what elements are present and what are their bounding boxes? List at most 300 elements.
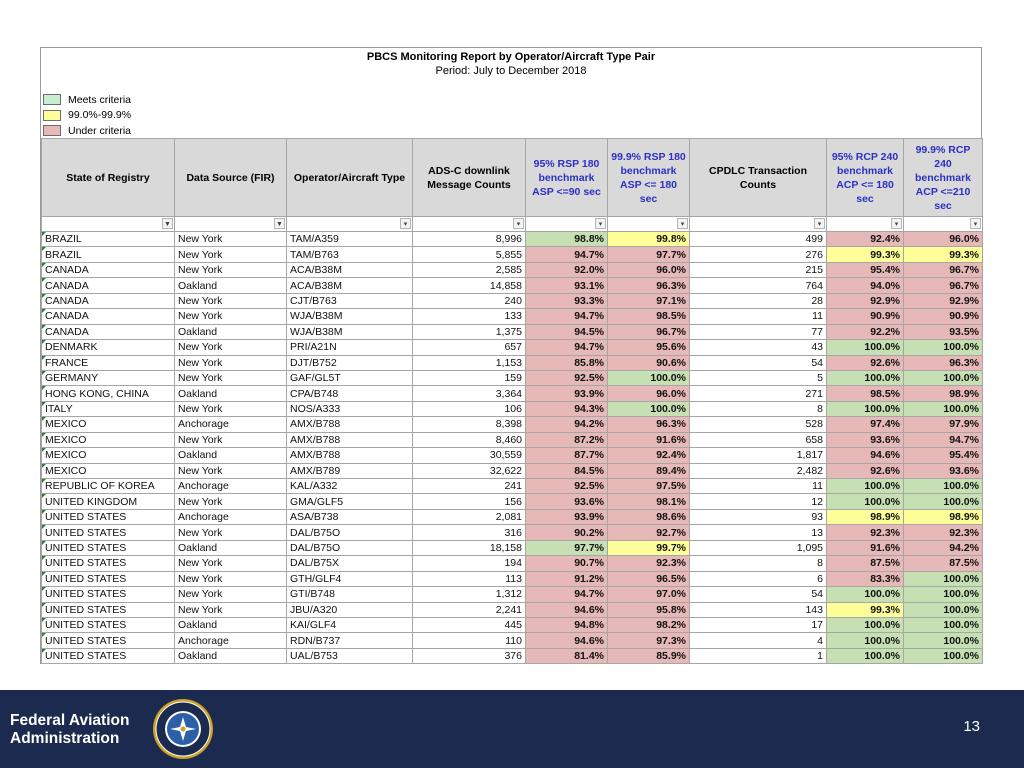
cell-cpdlc-count: 93 — [690, 509, 827, 524]
filter-active-icon[interactable]: ▼ — [162, 218, 173, 229]
cell-pct: 92.3% — [827, 525, 904, 540]
cell-pct: 100.0% — [827, 340, 904, 355]
cell-adsc-count: 8,398 — [413, 417, 526, 432]
cell-fir: New York — [175, 494, 287, 509]
filter-cell — [904, 217, 983, 232]
cell-rsp999: 98.1% — [608, 494, 690, 509]
cell-rsp999: 98.6% — [608, 509, 690, 524]
cell-operator: AMX/B788 — [287, 417, 413, 432]
cell-fir: Anchorage — [175, 479, 287, 494]
cell-adsc-count: 241 — [413, 479, 526, 494]
cell-rcp95: 100.0% — [904, 648, 983, 663]
cell-cpdlc-count: 17 — [690, 617, 827, 632]
cell-state: REPUBLIC OF KOREA — [42, 479, 175, 494]
cell-rsp999: 95.6% — [608, 340, 690, 355]
filter-dropdown-icon[interactable]: ▾ — [400, 218, 411, 229]
table-row — [42, 494, 983, 509]
cell-rsp999: 90.6% — [608, 355, 690, 370]
table-row — [42, 617, 983, 632]
cell-fir: New York — [175, 556, 287, 571]
cell-pct: 99.3% — [827, 602, 904, 617]
cell-rsp999: 97.1% — [608, 293, 690, 308]
cell-cpdlc-count: 215 — [690, 262, 827, 277]
cell-rsp999: 97.5% — [608, 479, 690, 494]
col-header-rcp95[interactable]: 95% RCP 240 benchmark ACP <= 180 sec — [827, 139, 904, 217]
cell-state: UNITED STATES — [42, 648, 175, 663]
report-sheet — [40, 47, 982, 664]
cell-pct: 100.0% — [827, 494, 904, 509]
filter-cell — [608, 217, 690, 232]
cell-fir: Anchorage — [175, 633, 287, 648]
cell-rsp999: 89.4% — [608, 463, 690, 478]
cell-cpdlc-count: 5 — [690, 370, 827, 385]
cell-pct: 93.6% — [827, 432, 904, 447]
cell-state: BRAZIL — [42, 232, 175, 247]
cell-fir: New York — [175, 587, 287, 602]
cell-fir: Oakland — [175, 617, 287, 632]
cell-rsp95: 93.1% — [526, 278, 608, 293]
cell-state: UNITED STATES — [42, 633, 175, 648]
org-name-line1: Federal Aviation — [10, 712, 130, 729]
cell-state: MEXICO — [42, 417, 175, 432]
page-number: 13 — [963, 718, 980, 735]
cell-operator: TAM/A359 — [287, 232, 413, 247]
cell-operator: DAL/B75O — [287, 525, 413, 540]
cell-state: CANADA — [42, 324, 175, 339]
filter-active-icon[interactable]: ▼ — [274, 218, 285, 229]
cell-rcp95: 96.7% — [904, 262, 983, 277]
cell-fir: New York — [175, 602, 287, 617]
cell-adsc-count: 106 — [413, 401, 526, 416]
table-row — [42, 401, 983, 416]
cell-rsp95: 94.3% — [526, 401, 608, 416]
filter-cell — [827, 217, 904, 232]
cell-pct: 97.4% — [827, 417, 904, 432]
cell-adsc-count: 30,559 — [413, 448, 526, 463]
cell-adsc-count: 2,585 — [413, 262, 526, 277]
filter-dropdown-icon[interactable]: ▾ — [677, 218, 688, 229]
filter-dropdown-icon[interactable]: ▾ — [814, 218, 825, 229]
cell-rsp95: 91.2% — [526, 571, 608, 586]
cell-operator: AMX/B788 — [287, 432, 413, 447]
table-row — [42, 417, 983, 432]
cell-state: UNITED STATES — [42, 540, 175, 555]
legend-label: 99.0%-99.9% — [68, 109, 132, 122]
cell-state: HONG KONG, CHINA — [42, 386, 175, 401]
table-row — [42, 633, 983, 648]
cell-rsp95: 93.9% — [526, 386, 608, 401]
cell-rcp95: 100.0% — [904, 633, 983, 648]
cell-cpdlc-count: 499 — [690, 232, 827, 247]
cell-pct: 100.0% — [827, 648, 904, 663]
table-row — [42, 278, 983, 293]
cell-rcp95: 98.9% — [904, 509, 983, 524]
cell-rsp95: 87.2% — [526, 432, 608, 447]
cell-rsp999: 92.4% — [608, 448, 690, 463]
table-row — [42, 324, 983, 339]
cell-operator: WJA/B38M — [287, 324, 413, 339]
cell-operator: WJA/B38M — [287, 309, 413, 324]
cell-rsp95: 87.7% — [526, 448, 608, 463]
cell-rcp95: 92.3% — [904, 525, 983, 540]
table-row — [42, 509, 983, 524]
cell-operator: AMX/B788 — [287, 448, 413, 463]
cell-rsp999: 98.5% — [608, 309, 690, 324]
filter-dropdown-icon[interactable]: ▾ — [595, 218, 606, 229]
legend-swatch-yellow — [43, 110, 61, 121]
cell-state: UNITED STATES — [42, 509, 175, 524]
cell-adsc-count: 8,996 — [413, 232, 526, 247]
cell-cpdlc-count: 764 — [690, 278, 827, 293]
col-header-rsp999[interactable]: 99.9% RSP 180 benchmark ASP <= 180 sec — [608, 139, 690, 217]
cell-rsp999: 99.8% — [608, 232, 690, 247]
cell-cpdlc-count: 43 — [690, 340, 827, 355]
col-header-cpdlc-counts[interactable]: CPDLC Transaction Counts — [690, 139, 827, 217]
cell-rsp95: 97.7% — [526, 540, 608, 555]
filter-cell — [526, 217, 608, 232]
cell-adsc-count: 657 — [413, 340, 526, 355]
cell-rcp95: 96.7% — [904, 278, 983, 293]
col-header-fir[interactable]: Data Source (FIR) — [175, 139, 287, 217]
cell-pct: 100.0% — [827, 370, 904, 385]
cell-rsp999: 96.3% — [608, 278, 690, 293]
cell-cpdlc-count: 13 — [690, 525, 827, 540]
cell-pct: 92.9% — [827, 293, 904, 308]
cell-rcp95: 93.6% — [904, 463, 983, 478]
cell-rcp95: 96.0% — [904, 232, 983, 247]
table-row — [42, 602, 983, 617]
cell-adsc-count: 194 — [413, 556, 526, 571]
cell-rcp95: 96.3% — [904, 355, 983, 370]
cell-cpdlc-count: 1,095 — [690, 540, 827, 555]
cell-rsp95: 92.5% — [526, 370, 608, 385]
cell-operator: DAL/B75O — [287, 540, 413, 555]
cell-state: UNITED STATES — [42, 571, 175, 586]
cell-fir: New York — [175, 370, 287, 385]
cell-rsp999: 96.7% — [608, 324, 690, 339]
cell-cpdlc-count: 6 — [690, 571, 827, 586]
cell-state: UNITED STATES — [42, 602, 175, 617]
col-header-rcp999[interactable]: 99.9% RCP 240 benchmark ACP <=210 sec — [904, 139, 983, 217]
cell-rsp999: 97.0% — [608, 587, 690, 602]
cell-operator: NOS/A333 — [287, 401, 413, 416]
cell-rsp999: 99.7% — [608, 540, 690, 555]
table-row — [42, 370, 983, 385]
table-row — [42, 448, 983, 463]
cell-rsp95: 94.7% — [526, 247, 608, 262]
cell-fir: Anchorage — [175, 509, 287, 524]
table-row — [42, 587, 983, 602]
pbcs-table — [41, 138, 983, 664]
cell-rcp95: 100.0% — [904, 571, 983, 586]
cell-fir: Oakland — [175, 448, 287, 463]
cell-fir: New York — [175, 432, 287, 447]
cell-rsp95: 94.6% — [526, 633, 608, 648]
cell-fir: Oakland — [175, 278, 287, 293]
cell-rsp95: 85.8% — [526, 355, 608, 370]
table-row — [42, 479, 983, 494]
col-header-adsc-counts[interactable]: ADS-C downlink Message Counts — [413, 139, 526, 217]
cell-operator: GMA/GLF5 — [287, 494, 413, 509]
cell-state: UNITED STATES — [42, 556, 175, 571]
cell-state: ITALY — [42, 401, 175, 416]
cell-pct: 99.3% — [827, 247, 904, 262]
cell-cpdlc-count: 276 — [690, 247, 827, 262]
cell-pct: 94.6% — [827, 448, 904, 463]
cell-adsc-count: 445 — [413, 617, 526, 632]
cell-adsc-count: 240 — [413, 293, 526, 308]
cell-operator: GTH/GLF4 — [287, 571, 413, 586]
cell-rcp95: 100.0% — [904, 494, 983, 509]
cell-operator: KAI/GLF4 — [287, 617, 413, 632]
cell-fir: New York — [175, 340, 287, 355]
cell-rsp95: 98.8% — [526, 232, 608, 247]
cell-state: MEXICO — [42, 463, 175, 478]
cell-rcp95: 94.7% — [904, 432, 983, 447]
table-row — [42, 386, 983, 401]
cell-rsp95: 94.5% — [526, 324, 608, 339]
table-row — [42, 525, 983, 540]
cell-pct: 98.9% — [827, 509, 904, 524]
cell-rcp95: 97.9% — [904, 417, 983, 432]
cell-operator: RDN/B737 — [287, 633, 413, 648]
cell-rsp95: 93.9% — [526, 509, 608, 524]
cell-operator: TAM/B763 — [287, 247, 413, 262]
cell-rsp999: 92.3% — [608, 556, 690, 571]
cell-state: BRAZIL — [42, 247, 175, 262]
cell-operator: KAL/A332 — [287, 479, 413, 494]
cell-adsc-count: 1,153 — [413, 355, 526, 370]
cell-pct: 100.0% — [827, 587, 904, 602]
cell-adsc-count: 32,622 — [413, 463, 526, 478]
cell-operator: ACA/B38M — [287, 278, 413, 293]
cell-state: CANADA — [42, 309, 175, 324]
cell-cpdlc-count: 12 — [690, 494, 827, 509]
filter-cell — [42, 217, 175, 232]
cell-operator: AMX/B789 — [287, 463, 413, 478]
cell-operator: ASA/B738 — [287, 509, 413, 524]
cell-operator: GTI/B748 — [287, 587, 413, 602]
cell-rcp95: 87.5% — [904, 556, 983, 571]
cell-adsc-count: 2,081 — [413, 509, 526, 524]
cell-rsp999: 96.0% — [608, 262, 690, 277]
org-name — [10, 712, 129, 748]
cell-cpdlc-count: 1 — [690, 648, 827, 663]
cell-adsc-count: 376 — [413, 648, 526, 663]
legend-swatch-red — [43, 125, 61, 136]
cell-adsc-count: 316 — [413, 525, 526, 540]
cell-state: CANADA — [42, 293, 175, 308]
cell-pct: 98.5% — [827, 386, 904, 401]
cell-operator: CJT/B763 — [287, 293, 413, 308]
col-header-rsp95[interactable]: 95% RSP 180 benchmark ASP <=90 sec — [526, 139, 608, 217]
report-period: Period: July to December 2018 — [435, 65, 587, 77]
cell-rcp95: 100.0% — [904, 370, 983, 385]
legend-item-under — [43, 123, 131, 139]
cell-cpdlc-count: 658 — [690, 432, 827, 447]
cell-cpdlc-count: 11 — [690, 309, 827, 324]
table-row — [42, 309, 983, 324]
filter-dropdown-icon[interactable]: ▾ — [891, 218, 902, 229]
table-row — [42, 340, 983, 355]
cell-state: MEXICO — [42, 432, 175, 447]
cell-pct: 87.5% — [827, 556, 904, 571]
cell-rsp95: 92.5% — [526, 479, 608, 494]
cell-cpdlc-count: 8 — [690, 401, 827, 416]
cell-rsp95: 93.3% — [526, 293, 608, 308]
cell-rsp999: 95.8% — [608, 602, 690, 617]
cell-adsc-count: 156 — [413, 494, 526, 509]
cell-fir: Oakland — [175, 648, 287, 663]
cell-rsp999: 85.9% — [608, 648, 690, 663]
legend-label: Meets criteria — [68, 93, 132, 106]
cell-adsc-count: 3,364 — [413, 386, 526, 401]
cell-rsp95: 94.6% — [526, 602, 608, 617]
cell-rcp95: 100.0% — [904, 617, 983, 632]
cell-rsp999: 98.2% — [608, 617, 690, 632]
cell-fir: Anchorage — [175, 417, 287, 432]
cell-rsp95: 84.5% — [526, 463, 608, 478]
cell-rsp999: 92.7% — [608, 525, 690, 540]
cell-rsp999: 96.3% — [608, 417, 690, 432]
cell-cpdlc-count: 143 — [690, 602, 827, 617]
legend-item-near — [43, 108, 131, 124]
cell-fir: New York — [175, 401, 287, 416]
cell-rsp95: 94.8% — [526, 617, 608, 632]
cell-pct: 95.4% — [827, 262, 904, 277]
cell-pct: 92.6% — [827, 463, 904, 478]
cell-rsp95: 94.7% — [526, 340, 608, 355]
cell-pct: 100.0% — [827, 633, 904, 648]
cell-adsc-count: 113 — [413, 571, 526, 586]
org-name-line2: Administration — [10, 730, 120, 747]
cell-rsp95: 94.7% — [526, 587, 608, 602]
cell-operator: JBU/A320 — [287, 602, 413, 617]
cell-state: UNITED STATES — [42, 617, 175, 632]
filter-cell — [413, 217, 526, 232]
filter-row — [42, 217, 983, 232]
col-header-operator[interactable]: Operator/Aircraft Type — [287, 139, 413, 217]
cell-adsc-count: 1,312 — [413, 587, 526, 602]
table-body — [42, 232, 983, 664]
cell-state: UNITED STATES — [42, 525, 175, 540]
cell-adsc-count: 5,855 — [413, 247, 526, 262]
footer-bar — [0, 690, 1024, 768]
cell-state: MEXICO — [42, 448, 175, 463]
table-row — [42, 556, 983, 571]
cell-operator: DAL/B75X — [287, 556, 413, 571]
header-row — [42, 139, 983, 217]
cell-pct: 92.6% — [827, 355, 904, 370]
table-row — [42, 355, 983, 370]
cell-cpdlc-count: 54 — [690, 355, 827, 370]
cell-fir: New York — [175, 355, 287, 370]
legend-label: Under criteria — [68, 124, 132, 137]
cell-cpdlc-count: 271 — [690, 386, 827, 401]
cell-cpdlc-count: 4 — [690, 633, 827, 648]
filter-cell — [287, 217, 413, 232]
cell-fir: Oakland — [175, 324, 287, 339]
cell-adsc-count: 2,241 — [413, 602, 526, 617]
cell-cpdlc-count: 54 — [690, 587, 827, 602]
faa-seal-icon — [152, 698, 214, 760]
cell-rsp999: 96.0% — [608, 386, 690, 401]
filter-dropdown-icon[interactable]: ▾ — [513, 218, 524, 229]
cell-rsp95: 90.2% — [526, 525, 608, 540]
filter-cell — [175, 217, 287, 232]
cell-rcp95: 92.9% — [904, 293, 983, 308]
cell-rsp95: 94.7% — [526, 309, 608, 324]
cell-fir: New York — [175, 463, 287, 478]
cell-rsp95: 92.0% — [526, 262, 608, 277]
cell-rsp999: 91.6% — [608, 432, 690, 447]
cell-rsp95: 93.6% — [526, 494, 608, 509]
cell-cpdlc-count: 2,482 — [690, 463, 827, 478]
cell-rcp95: 93.5% — [904, 324, 983, 339]
cell-state: CANADA — [42, 278, 175, 293]
cell-rcp95: 100.0% — [904, 587, 983, 602]
cell-pct: 94.0% — [827, 278, 904, 293]
cell-rcp95: 90.9% — [904, 309, 983, 324]
table-row — [42, 232, 983, 247]
cell-rcp95: 95.4% — [904, 448, 983, 463]
cell-rcp95: 100.0% — [904, 340, 983, 355]
filter-dropdown-icon[interactable]: ▾ — [970, 218, 981, 229]
cell-pct: 92.2% — [827, 324, 904, 339]
cell-operator: DJT/B752 — [287, 355, 413, 370]
cell-adsc-count: 110 — [413, 633, 526, 648]
cell-rcp95: 99.3% — [904, 247, 983, 262]
cell-rcp95: 100.0% — [904, 602, 983, 617]
cell-fir: New York — [175, 247, 287, 262]
cell-operator: PRI/A21N — [287, 340, 413, 355]
table-row — [42, 247, 983, 262]
cell-pct: 100.0% — [827, 479, 904, 494]
cell-state: CANADA — [42, 262, 175, 277]
table-row — [42, 463, 983, 478]
cell-fir: New York — [175, 293, 287, 308]
cell-pct: 92.4% — [827, 232, 904, 247]
cell-fir: New York — [175, 525, 287, 540]
cell-operator: GAF/GL5T — [287, 370, 413, 385]
cell-rsp999: 100.0% — [608, 401, 690, 416]
legend — [43, 92, 131, 139]
cell-pct: 100.0% — [827, 617, 904, 632]
cell-fir: New York — [175, 571, 287, 586]
legend-swatch-green — [43, 94, 61, 105]
cell-fir: New York — [175, 309, 287, 324]
cell-rsp999: 96.5% — [608, 571, 690, 586]
cell-rsp95: 94.2% — [526, 417, 608, 432]
cell-cpdlc-count: 528 — [690, 417, 827, 432]
cell-adsc-count: 1,375 — [413, 324, 526, 339]
table-row — [42, 432, 983, 447]
cell-state: FRANCE — [42, 355, 175, 370]
cell-cpdlc-count: 8 — [690, 556, 827, 571]
col-header-state[interactable]: State of Registry — [42, 139, 175, 217]
table-row — [42, 262, 983, 277]
cell-state: UNITED KINGDOM — [42, 494, 175, 509]
cell-pct: 90.9% — [827, 309, 904, 324]
table-row — [42, 571, 983, 586]
cell-pct: 100.0% — [827, 401, 904, 416]
cell-rsp999: 97.3% — [608, 633, 690, 648]
cell-fir: Oakland — [175, 540, 287, 555]
cell-fir: New York — [175, 262, 287, 277]
cell-cpdlc-count: 77 — [690, 324, 827, 339]
legend-item-meets — [43, 92, 131, 108]
table-row — [42, 540, 983, 555]
